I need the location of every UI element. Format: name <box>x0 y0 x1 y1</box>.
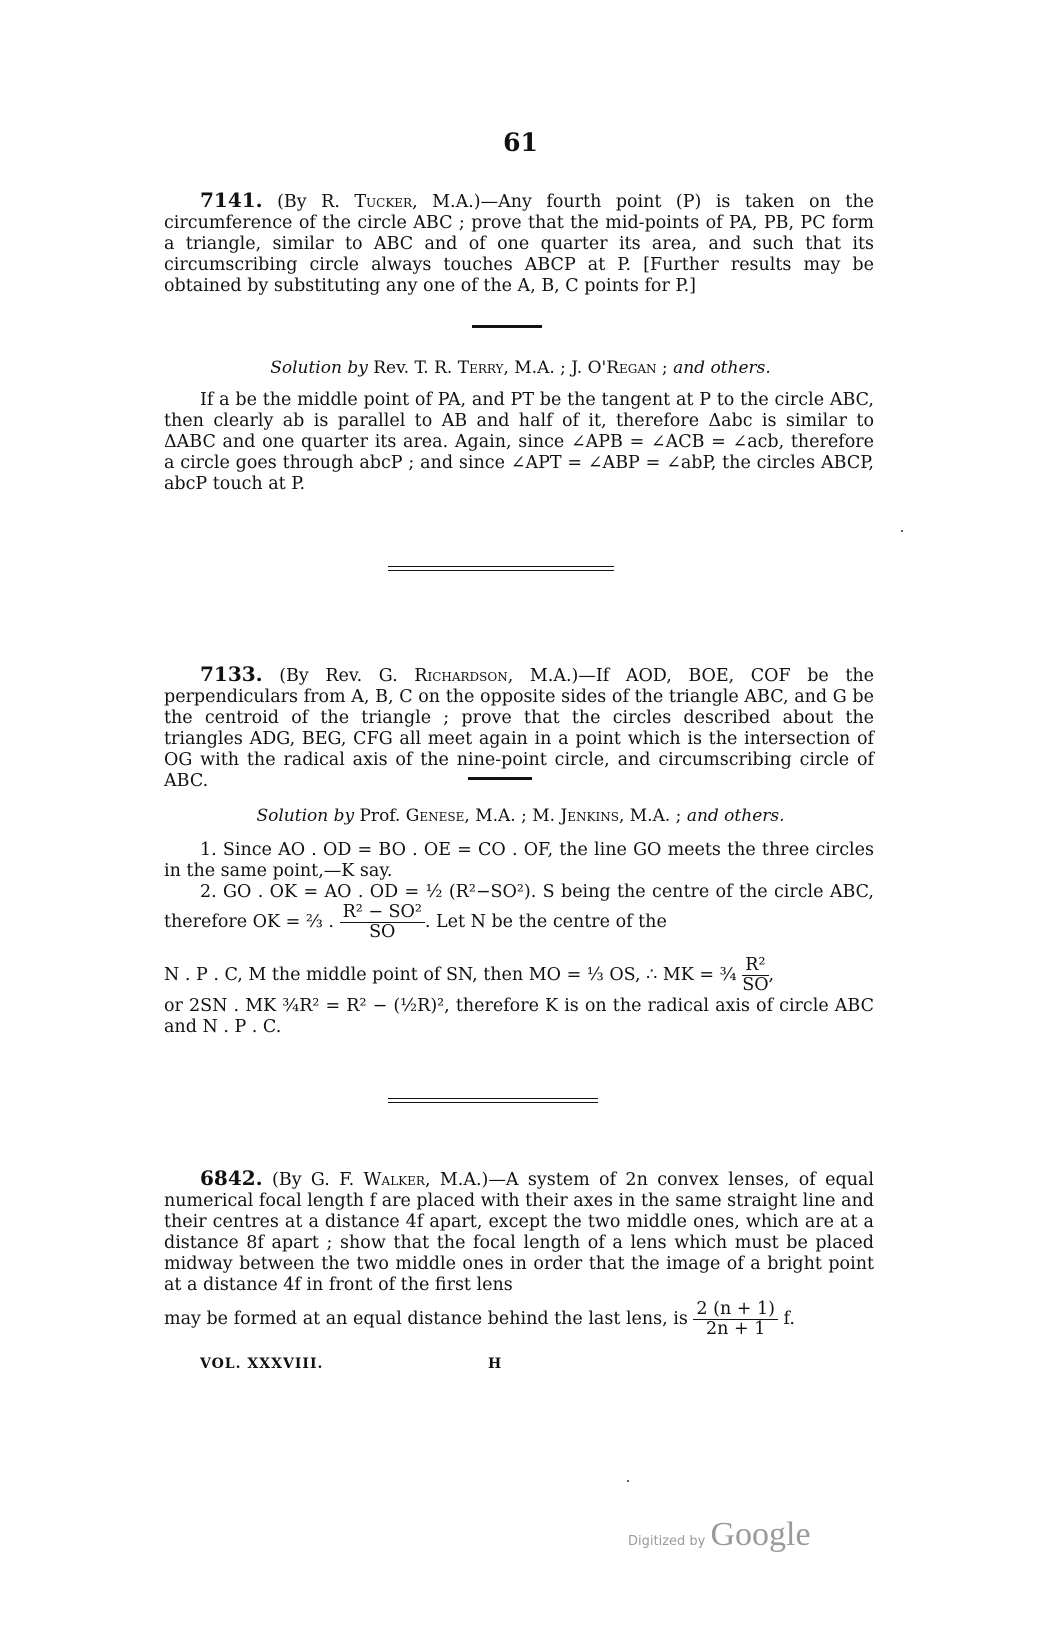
fraction-focal-length <box>693 1300 778 1339</box>
solution-heading-7141 <box>0 358 1041 378</box>
separator-short <box>472 325 542 328</box>
fraction-numerator: R² − SO² <box>340 903 425 923</box>
solution-author-name-2: Regan <box>606 358 657 378</box>
problem-number: 6842. <box>200 1166 263 1190</box>
solution-text-7133-line3 <box>164 956 874 995</box>
problem-text: —If AOD, BOE, COF be the perpendiculars from A, B, C on the opposite sides of the triangle ABC, and G be the centroid of the triangle ; prove that the circles described about the triangles ADG, BEG, CFG all meet again in a point which is the intersection of OG with the radical axis of the nine-point circle, and circumscribing circle of ABC. <box>164 666 874 791</box>
fraction-trailing: f. <box>777 1309 795 1329</box>
solution-body: If a be the middle point of PA, and PT be the tangent at P to the circle ABC, then clearly ab is parallel to AB and half of it, therefore Δabc is similar to ΔABC and one quarter its area. Again, since ∠APB = ∠ACB = ∠acb, therefore a circle goes through abcP ; and since ∠APT = ∠ABP = ∠abP, the circles ABCP, abcP touch at P. <box>164 390 874 494</box>
solution-text-7133-line4 <box>164 996 874 1038</box>
solution-others: and others. <box>686 806 785 826</box>
scan-speck <box>627 1480 629 1482</box>
problem-7133 <box>164 664 874 792</box>
solution-author-name: Terry <box>457 358 504 378</box>
problem-author-name: Walker <box>363 1170 425 1190</box>
solution-step-4: or 2SN . MK ¾R² = R² − (½R)², therefore K is on the radical axis of circle ABC and N . P . C. <box>164 996 874 1037</box>
solution-author-end: ; <box>656 358 674 378</box>
solution-author-name: Genese <box>405 806 465 826</box>
solution-step-3-end: , <box>768 965 775 985</box>
problem-author-suffix: , M.A.) <box>507 666 579 686</box>
signature-mark: H <box>488 1356 503 1372</box>
solution-step-1: 1. Since AO . OD = BO . OE = CO . OF, the line GO meets the three circles in the same point,—K say. <box>164 840 874 881</box>
solution-label: Solution by <box>270 358 368 378</box>
solution-author-end: , M.A. ; <box>618 806 687 826</box>
problem-6842 <box>164 1168 874 1296</box>
solution-author-prefix: Prof. <box>354 806 406 826</box>
solution-step-3: N . P . C, M the middle point of SN, then MO = ⅓ OS, ∴ MK = <box>164 965 720 985</box>
scan-speck <box>901 530 903 532</box>
fraction-numerator-3: 2 (n + 1) <box>693 1300 778 1320</box>
solution-author-mid: , M.A. ; M. <box>464 806 561 826</box>
google-logo: Google <box>710 1516 811 1553</box>
fraction-denominator-2: SO <box>742 975 769 995</box>
fraction-coefficient: ⅔ . <box>305 912 334 932</box>
solution-author-prefix: Rev. T. R. <box>367 358 458 378</box>
problem-author-prefix: (By Rev. G. <box>279 666 415 686</box>
problem-author-prefix: (By G. F. <box>272 1170 364 1190</box>
fraction-numerator-2: R² <box>742 956 768 976</box>
fraction-mk <box>742 956 768 995</box>
problem-text: —Any fourth point (P) is taken on the circumference of the circle ABC ; prove that the mid-points of PA, PB, PC form a triangle, similar to ABC and of one quarter its area, and such that its circumscribing circle always touches ABCP at P. [Further results may be obtained by substituting any one of the A, B, C points for P.] <box>164 192 874 296</box>
problem-7141 <box>164 190 874 297</box>
problem-number: 7141. <box>200 188 263 212</box>
problem-author-name: Richardson <box>414 666 508 686</box>
problem-author-name: Tucker <box>354 192 413 212</box>
solution-author-mid: , M.A. ; J. O' <box>503 358 607 378</box>
digitized-watermark <box>628 1516 811 1554</box>
page-number: 61 <box>503 128 538 157</box>
problem-6842-last-line <box>164 1300 874 1339</box>
solution-label: Solution by <box>256 806 355 826</box>
solution-others: and others. <box>673 358 771 378</box>
problem-author-suffix: , M.A.) <box>412 192 481 212</box>
solution-text-7133-line2 <box>164 882 874 942</box>
problem-text: —A system of 2n convex lenses, of equal numerical focal length f are placed with their axes in the same straight line and their centres at a distance 4f apart, except the two middle ones, which are at a distance 8f apart ; show that the focal length of a lens which must be placed midway between the two middle ones in order that the image of a bright point at a distance 4f in front of the first lens <box>164 1170 874 1295</box>
solution-text-7133-line1 <box>164 840 874 882</box>
fraction-denominator-3: 2n + 1 <box>706 1319 766 1339</box>
problem-last-line-text: may be formed at an equal distance behind the last lens, is <box>164 1309 694 1329</box>
fraction-coefficient-2: ¾ <box>719 965 737 985</box>
problem-number: 7133. <box>200 662 263 686</box>
problem-author-suffix: , M.A.) <box>424 1170 489 1190</box>
problem-author-prefix: (By R. <box>277 192 355 212</box>
separator-double-2 <box>388 1098 598 1103</box>
fraction-ok <box>340 903 425 942</box>
fraction-denominator: SO <box>369 922 396 942</box>
solution-author-name-2: Jenkins <box>560 806 619 826</box>
volume-footer: VOL. XXXVIII. <box>200 1356 324 1372</box>
solution-step-2: 2. GO . OK = AO . OD = ½ (R²−SO²). S being the centre of the circle ABC, therefore OK = <box>164 882 874 932</box>
separator-short <box>468 777 532 780</box>
solution-step-2-end: . Let N be the centre of the <box>424 912 667 932</box>
watermark-small-text: Digitized by <box>628 1534 706 1549</box>
separator-double <box>388 566 614 571</box>
solution-text-7141 <box>164 390 874 495</box>
solution-heading-7133 <box>0 806 1041 826</box>
